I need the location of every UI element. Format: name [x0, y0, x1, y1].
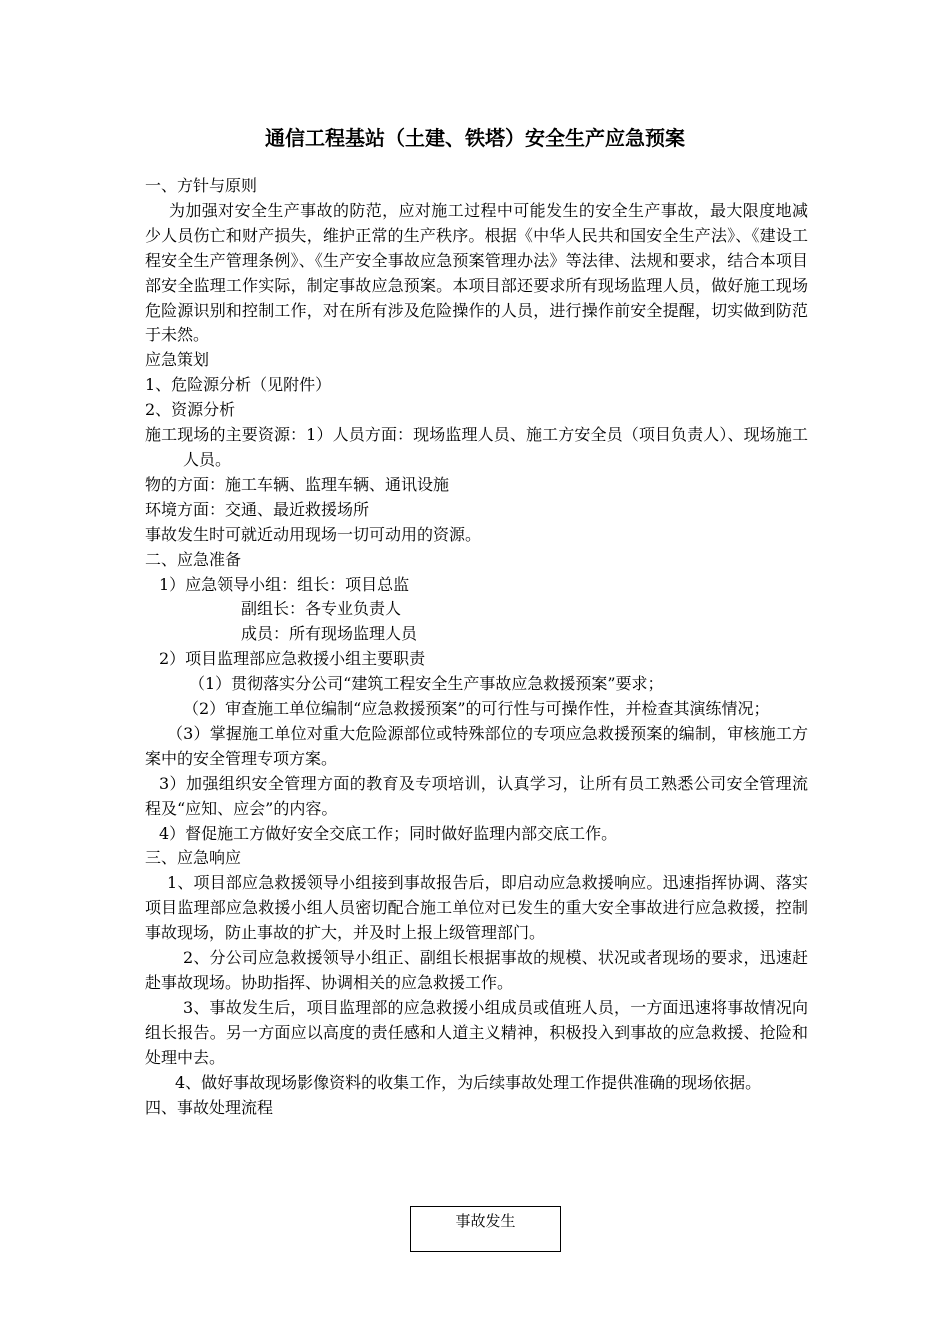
duty-1: （1）贯彻落实分公司“建筑工程安全生产事故应急救援预案”要求；: [189, 674, 664, 694]
response-paragraph-4: 4、做好事故现场影像资料的收集工作，为后续事故处理工作提供准确的现场依据。: [175, 1072, 762, 1092]
section-heading-preparation: 二、应急准备: [145, 549, 242, 569]
section-heading-response: 三、应急响应: [145, 848, 242, 868]
document-body: [145, 174, 808, 1120]
principles-paragraph: 为加强对安全生产事故的防范，应对施工过程中可能发生的安全生产事故，最大限度地减少人员伤亡和财产损失，维护正常的生产秩序。根据《中华人民共和国安全生产法》、《建设工程安全生产管理条例》、《生产安全事故应急预案管理办法》等法律、法规和要求，结合本项目部安全监理工作实际，制定事故应急预案。本项目部还要求所有现场监理人员，做好施工现场危险源识别和控制工作，对在所有涉及危险操作的人员，进行操作前安全提醒，切实做到防范于未然。: [145, 200, 808, 345]
response-paragraph-1: 1、项目部应急救援领导小组接到事故报告后，即启动应急救援响应。迅速指挥协调、落实项目监理部应急救援小组人员密切配合施工单位对已发生的重大安全事故进行应急救援，控制事故现场，防止事故的扩大，并及时上报上级管理部门。: [145, 873, 808, 943]
response-paragraph-3: 3、事故发生后，项目监理部的应急救援小组成员或值班人员，一方面迅速将事故情况向组长报告。另一方面应以高度的责任感和人道主义精神，积极投入到事故的应急救援、抢险和处理中去。: [145, 997, 808, 1067]
resources-environment: 环境方面：交通、最近救援场所: [145, 499, 370, 519]
deputy-line: 副组长：各专业负责人: [241, 599, 402, 619]
duties-heading: 2）项目监理部应急救援小组主要职责: [159, 649, 426, 669]
response-paragraph-2: 2、分公司应急救援领导小组正、副组长根据事故的规模、状况或者现场的要求，迅速赶赴事故现场。协助指挥、协调相关的应急救援工作。: [145, 948, 808, 992]
flowchart-box-accident-occurs: 事故发生: [410, 1206, 561, 1252]
preparation-item-3: 3）加强组织安全管理方面的教育及专项培训，认真学习，让所有员工熟悉公司安全管理流程及“应知、应会”的内容。: [145, 773, 808, 818]
planning-item-resources: 2、资源分析: [145, 400, 236, 420]
members-line: 成员：所有现场监理人员: [241, 624, 418, 644]
section-heading-planning: 应急策划: [145, 350, 210, 370]
resources-material: 物的方面：施工车辆、监理车辆、通讯设施: [145, 474, 450, 494]
preparation-item-4: 4）督促施工方做好安全交底工作；同时做好监理内部交底工作。: [159, 823, 618, 843]
section-heading-process: 四、事故处理流程: [145, 1097, 274, 1117]
planning-item-hazard: 1、危险源分析（见附件）: [145, 375, 332, 395]
duty-2: （2）审查施工单位编制“应急救援预案”的可行性与可操作性，并检查其演练情况；: [183, 699, 770, 719]
resources-people: 施工现场的主要资源：1）人员方面：现场监理人员、施工方安全员（项目负责人）、现场施工人员。: [145, 425, 808, 469]
resources-note: 事故发生时可就近动用现场一切可动用的资源。: [145, 524, 482, 544]
duty-3: （3）掌握施工单位对重大危险源部位或特殊部位的专项应急救援预案的编制，审核施工方案中的安全管理专项方案。: [145, 723, 808, 768]
section-heading-principles: 一、方针与原则: [145, 176, 258, 195]
document-title: 通信工程基站（土建、铁塔）安全生产应急预案: [265, 126, 685, 150]
leader-line: 1）应急领导小组：组长：项目总监: [159, 574, 410, 594]
